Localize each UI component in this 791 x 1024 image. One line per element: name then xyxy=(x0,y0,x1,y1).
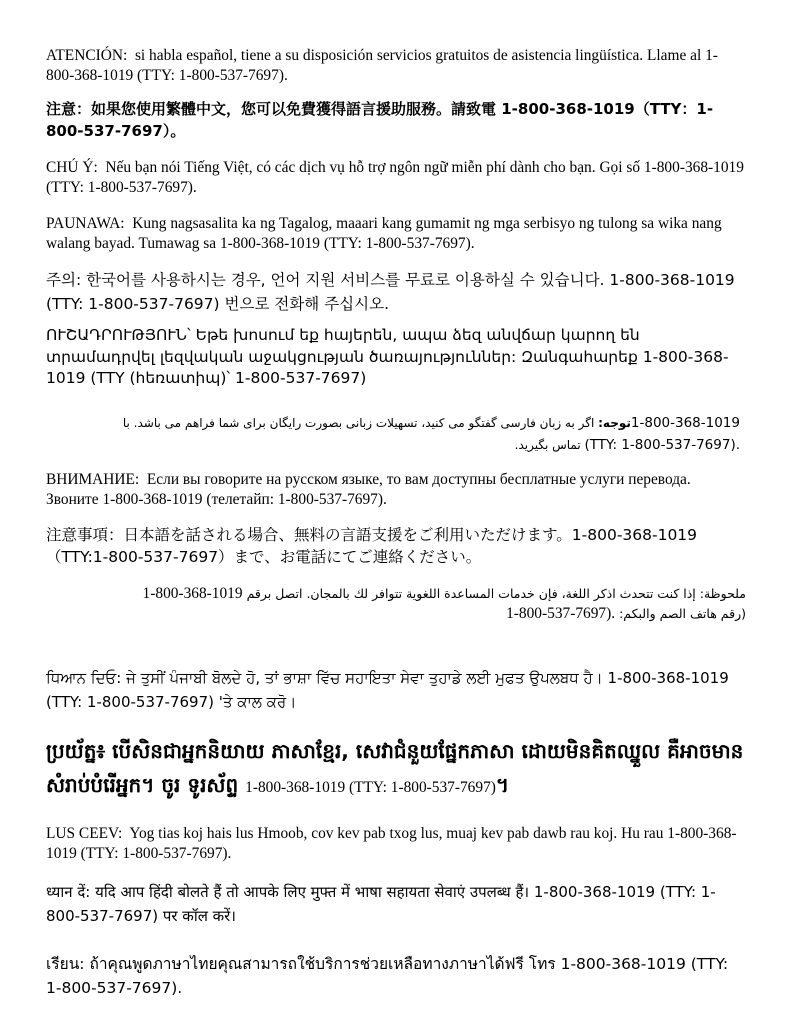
notice-hindi xyxy=(46,880,736,928)
notice-korean xyxy=(46,268,746,316)
notice-label: LUS CEEV: xyxy=(46,825,123,842)
notice-tty: 1-800-537-7697). xyxy=(506,605,616,622)
notice-khmer xyxy=(46,734,746,805)
notice-text: si habla español, tiene a su disposición servicios gratuitos de asistencia lingüística. Llame al 1-800-368-1019 (TTY: 1-800-537-7697). xyxy=(46,47,718,84)
notice-text: 日本語を話される場合、無料の言語支援をご利用いただけます。1-800-368-1019（TTY:1-800-537-7697）まで、お電話にてご連絡ください。 xyxy=(46,526,698,566)
notice-tail: تماس بگیرید. xyxy=(514,438,581,452)
notice-text: បើសិនជាអ្នកនិយាយ ភាសាខ្មែរ, សេវាជំនួយផ្នែកភាសា ដោយមិនគិតឈ្នួល គឺអាចមានសំរាប់បំរើអ្នក។ ចូរ ទូរស័ព្ទ xyxy=(46,739,744,797)
notice-text: Kung nagsasalita ka ng Tagalog, maaari kang gumamit ng mga serbisyo ng tulong sa wika nang walang bayad. Tumawag sa 1-800-368-1019 (TTY: 1-800-537-7697). xyxy=(46,215,722,252)
notice-tty: (TTY: 1-800-537-7697). xyxy=(584,437,740,453)
notice-tty-label: (رقم هاتف الصم والبكم: xyxy=(619,606,746,621)
notice-label: 주의: xyxy=(46,271,82,289)
notice-armenian xyxy=(46,325,746,390)
notice-label: เรียน: xyxy=(46,955,85,973)
notice-text: यदि आप हिंदी बोलते हैं तो आपके लिए मुफ्त में भाषा सहायता सेवाएं उपलब्ध हैं। 1-800-368-1019 (TTY: 1-800-537-7697) पर कॉल करें। xyxy=(46,883,716,925)
notice-thai xyxy=(46,952,746,1000)
notice-punjabi xyxy=(46,666,736,714)
notice-label: ملحوظة: xyxy=(699,586,746,601)
notice-chinese xyxy=(46,98,726,142)
notice-text: ਜੇ ਤੁਸੀਂ ਪੰਜਾਬੀ ਬੋਲਦੇ ਹੋ, ਤਾਂ ਭਾਸ਼ਾ ਵਿੱਚ ਸਹਾਇਤਾ ਸੇਵਾ ਤੁਹਾਡੇ ਲਈ ਮੁਫਤ ਉਪਲਬਧ ਹੈ। 1-800-368-1019 (TTY: 1-800-537-7697) 'ਤੇ ਕਾਲ ਕਰੋ। xyxy=(46,669,729,711)
notice-text: Nếu bạn nói Tiếng Việt, có các dịch vụ hỗ trợ ngôn ngữ miễn phí dành cho bạn. Gọi số 1-800-368-1019 (TTY: 1-800-537-7697). xyxy=(46,159,744,196)
notice-phone: 1-800-368-1019 (TTY: 1-800-537-7697) xyxy=(245,779,496,796)
notice-text: Если вы говорите на русском языке, то вам доступны бесплатные услуги перевода. Звоните 1-800-368-1019 (телетайп: 1-800-537-7697). xyxy=(46,471,691,508)
notice-hmong xyxy=(46,824,746,864)
notice-tagalog xyxy=(46,214,736,254)
notice-farsi xyxy=(46,412,764,456)
notice-label: ध्यान दें: xyxy=(46,883,91,901)
notice-vietnamese xyxy=(46,158,746,198)
notice-label: CHÚ Ý: xyxy=(46,159,98,176)
notice-label: ВНИМАНИЕ: xyxy=(46,471,140,488)
notice-label: ATENCIÓN: xyxy=(46,47,128,64)
notice-text: 한국어를 사용하시는 경우, 언어 지원 서비스를 무료로 이용하실 수 있습니다. 1-800-368-1019 (TTY: 1-800-537-7697) 번으로 전화해 주십시오. xyxy=(46,271,735,313)
notice-japanese xyxy=(46,524,736,568)
notice-label: 注意事項： xyxy=(46,526,124,544)
notice-label: 注意： xyxy=(46,100,92,118)
notice-text: 如果您使用繁體中文，您可以免費獲得語言援助服務。請致電 1-800-368-1019（TTY：1-800-537-7697）。 xyxy=(46,100,714,140)
notice-end: ។ xyxy=(495,773,510,797)
notice-text: اگر به زبان فارسی گفتگو می کنید، تسهیلات زبانی بصورت رایگان برای شما فراهم می باشد. با xyxy=(122,416,595,430)
notice-text: Եթե խոսում եք հայերեն, ապա ձեզ անվճար կարող են տրամադրվել լեզվական աջակցության ծառայություններ: Զանգահարեք 1-800-368-1019 (TTY (հեռատիպ)՝ 1-800-537-7697) xyxy=(46,326,729,387)
notice-label: توجه: xyxy=(598,416,631,430)
notice-phone: 1-800-368-1019 xyxy=(630,415,740,431)
notice-text: Yog tias koj hais lus Hmoob, cov kev pab txog lus, muaj kev pab dawb rau koj. Hu rau 1-800-368-1019 (TTY: 1-800-537-7697). xyxy=(46,825,737,862)
notice-text: إذا كنت تتحدث اذكر اللغة، فإن خدمات المساعدة اللغوية تتوافر لك بالمجان. اتصل برقم xyxy=(246,586,696,601)
notice-label: PAUNAWA: xyxy=(46,215,125,232)
notice-label: ՈՒՇԱԴՐՈՒԹՅՈՒՆ՝ xyxy=(46,326,191,344)
notice-phone: 1-800-368-1019 xyxy=(142,585,243,602)
notice-label: ប្រយ័ត្ន៖ xyxy=(46,739,106,763)
notice-text: ถ้าคุณพูดภาษาไทยคุณสามารถใช้บริการช่วยเหลือทางภาษาได้ฟรี โทร 1-800-368-1019 (TTY: 1-800-537-7697). xyxy=(46,955,729,997)
notice-arabic xyxy=(46,584,746,624)
notice-russian xyxy=(46,470,736,510)
notice-label: ਧਿਆਨ ਦਿਓ: xyxy=(46,669,122,687)
notice-spanish xyxy=(46,46,736,86)
